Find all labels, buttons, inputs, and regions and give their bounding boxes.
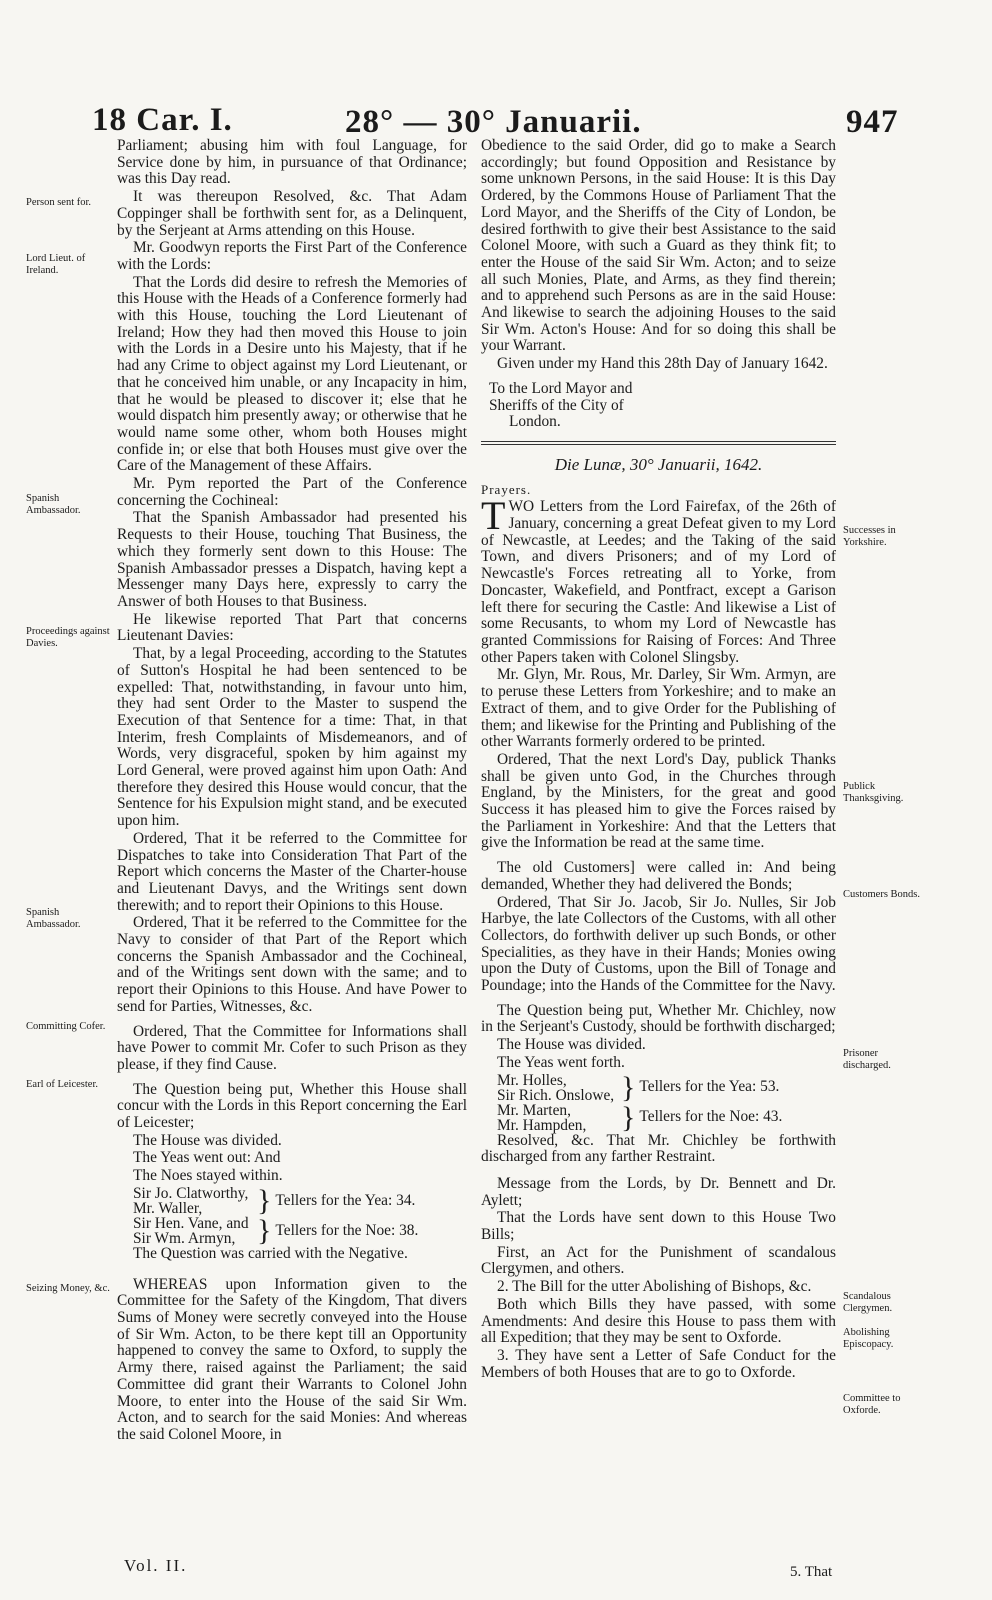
day-heading: Die Lunæ, 30° Januarii, 1642.	[554, 454, 763, 474]
paragraph: That the Lords did desire to refresh the Memories of this House with the Heads of a Conference formerly had with this House, touching the Lord Lieutenant of Ireland; How they had then moved this House to join with the Lords in a Desire unto his Majesty, that if he had any Crime to object against my Lord Lieutenant, or that he conceived him unable, or any Incapacity in him, that he would be pleased to discover it; else that he would dispatch him presently away; or otherwise that he would name some other, whom both Houses might confide in; or else that both Houses must give over the Care of the Management of these Affairs.	[117, 273, 467, 475]
address-line: To the Lord Mayor and	[489, 379, 633, 397]
teller-name: Mr. Marten,	[497, 1101, 571, 1119]
paragraph: Parliament; abusing him with foul Language, for Service done by him, in pursuance of that Ordinance; was this Day read.	[117, 137, 467, 188]
paragraph: That the Lords have sent down to this House Two Bills;	[481, 1209, 836, 1244]
paragraph: Mr. Glyn, Mr. Rous, Mr. Darley, Sir Wm. Armyn, are to peruse these Letters from Yorkeshire; and to make an Extract of them, and to give Order for the Publishing of them; and likewise for the Printing and Publishing of the other Warrants formerly ordered to be printed.	[481, 666, 836, 751]
margin-note: Person sent for.	[26, 197, 92, 208]
paragraph: The House was divided.	[133, 1131, 282, 1149]
paragraph: The Noes stayed within.	[133, 1167, 283, 1185]
tellers-noe	[133, 1213, 467, 1247]
left-column	[117, 138, 467, 1445]
paragraph: Ordered, That it be referred to the Committee for the Navy to consider of that Part of the Report which concerns the Spanish Ambassador and the Cochineal, and of the Writings sent down with the same; and to report their Opinions to this House. And have Power to send for Parties, Witnesses, &c.	[117, 914, 467, 1015]
paragraph	[481, 493, 836, 666]
page-number: 947	[846, 104, 899, 140]
paragraph: Resolved, &c. That Mr. Chichley be forthwith discharged from any farther Restraint.	[481, 1131, 836, 1166]
paragraph: The Yeas went out: And	[133, 1149, 281, 1167]
margin-note: Abolishing Episcopacy.	[843, 1327, 894, 1350]
paragraph: WHEREAS upon Information given to the Committee for the Safety of the Kingdom, That divers Sums of Money were secretly conveyed into the House of Sir Wm. Acton, to be there kept till an Opportunity happened to convey the same to Oxford, to supply the Army there, raised against the Parliament; the said Committee did grant their Warrants to Colonel John Moore, to enter into the House of the said Sir Wm. Acton, and to search for the said Monies: And whereas the said Colonel Moore, in	[117, 1275, 467, 1443]
margin-note: Spanish Ambassador.	[26, 907, 81, 930]
paragraph: First, an Act for the Punishment of scandalous Clergymen, and others.	[481, 1243, 836, 1278]
margin-note: Publick Thanksgiving.	[843, 781, 904, 804]
margin-note: Earl of Leicester.	[26, 1079, 99, 1090]
margin-note: Seizing Money, &c.	[26, 1283, 110, 1294]
paragraph: Ordered, That it be referred to the Committee for Dispatches to take into Consideration That Part of the Report which concerns the Master of the Charter-house and Lieutenant Davys, and the Writings sent down therewith; and to report their Opinions to this House.	[117, 829, 467, 914]
paragraph: Message from the Lords, by Dr. Bennett and Dr. Aylett;	[481, 1174, 836, 1209]
running-head-dates: 28° — 30° Januarii.	[345, 104, 642, 140]
teller-name: Sir Hen. Vane, and	[133, 1214, 249, 1232]
teller-name: Sir Jo. Clatworthy,	[133, 1184, 249, 1202]
volume-signature: Vol. II.	[124, 1556, 188, 1575]
paragraph: 2. The Bill for the utter Abolishing of Bishops, &c.	[497, 1278, 812, 1296]
paragraph: The Question being put, Whether Mr. Chichley, now in the Serjeant's Custody, should be forthwith discharged;	[481, 1001, 836, 1036]
teller-name: Mr. Hampden,	[497, 1116, 587, 1134]
running-head-regnal-year: 18 Car. I.	[92, 102, 233, 138]
paragraph: Ordered, That the next Lord's Day, publick Thanks shall be given unto God, in the Churches through England, by the Ministers, for the great and good Success it has pleased him to give the Forces raised by the Parliament in Yorkeshire: And that the Letters that give the Information be read at the same time.	[481, 750, 836, 852]
brace-glyph: }	[621, 1100, 636, 1134]
margin-note: Customers Bonds.	[843, 889, 921, 900]
brace-glyph: }	[257, 1183, 272, 1217]
paragraph: The Yeas went forth.	[497, 1053, 625, 1071]
paragraph: Mr. Pym reported the Part of the Conference concerning the Cochineal:	[117, 475, 467, 509]
margin-note: Spanish Ambassador.	[26, 493, 81, 516]
tellers-noe	[497, 1100, 836, 1134]
paragraph: The old Customers] were called in: And being demanded, Whether they had delivered the Bonds;	[481, 859, 836, 893]
paragraph: Mr. Goodwyn reports the First Part of the Conference with the Lords:	[117, 239, 467, 273]
margin-note: Lord Lieut. of Ireland.	[26, 253, 86, 276]
paragraph: He likewise reported That Part that concerns Lieutenant Davies:	[117, 610, 467, 645]
margin-note: Scandalous Clergymen.	[843, 1291, 893, 1314]
tellers-count: Tellers for the Yea: 34.	[275, 1191, 416, 1209]
margin-note: Committing Cofer.	[26, 1021, 106, 1032]
paragraph: Both which Bills they have passed, with some Amendments: And desire this House to pass them with all Expedition; that they may be sent to Oxforde.	[481, 1295, 836, 1347]
tellers-count: Tellers for the Yea: 53.	[639, 1078, 780, 1096]
margin-note: Proceedings against Davies.	[26, 626, 110, 649]
page-header	[0, 92, 992, 142]
margin-note: Successes in Yorkshire.	[843, 525, 896, 548]
paragraph: Ordered, That Sir Jo. Jacob, Sir Jo. Nulles, Sir Job Harbye, the late Collectors of the Customs, with all other Collectors, do forthwith deliver up such Bonds, or other Specialities, as they have in their Hands; Monies owing upon the Duty of Customs, upon the Bill of Tonage and Poundage; into the Hands of the Committee for the Navy.	[481, 893, 836, 995]
right-column	[481, 138, 836, 1382]
tellers-yea	[497, 1070, 836, 1104]
paragraph: That the Spanish Ambassador had presented his Requests to their House, touching That Business, the which they formerly sent down to this House: The Spanish Ambassador presses a Dispatch, having kept a Messenger many Days here, expressly to carry the Answer of both Houses to that Business.	[117, 509, 467, 610]
margin-note: Prisoner discharged.	[843, 1048, 891, 1071]
prayers-heading: Prayers.	[481, 481, 532, 497]
address-line: London.	[509, 413, 561, 431]
paragraph: Ordered, That the Committee for Informations shall have Power to commit Mr. Cofer to such Prison as they please, if they find Cause.	[117, 1022, 467, 1073]
address-line: Sheriffs of the City of	[489, 396, 624, 414]
tellers-count: Tellers for the Noe: 43.	[639, 1108, 783, 1126]
tellers-yea	[133, 1183, 467, 1217]
section-rule	[481, 441, 836, 445]
catchword: 5. That	[790, 1564, 833, 1580]
paragraph: That, by a legal Proceeding, according to the Statutes of Sutton's Hospital he had been sentenced to be expelled: That, notwithstanding, in favour unto him, they had sent Order to the Master to suspend the Execution of that Sentence for a time: That, in that Interim, fresh Complaints of Misdemeanors, and of Words, very disgraceful, spoken by him against my Lord General, were proved against him upon Oath: And therefore they desired this House would concur, that the Sentence for his Expulsion might stand, and be executed upon him.	[117, 645, 467, 830]
tellers-count: Tellers for the Noe: 38.	[275, 1221, 419, 1239]
margin-note: Committee to Oxforde.	[843, 1393, 901, 1416]
paragraph: The Question being put, Whether this House shall concur with the Lords in this Report concerning the Earl of Leicester;	[117, 1080, 467, 1132]
paragraph: 3. They have sent a Letter of Safe Conduct for the Members of both Houses that are to go to Oxforde.	[481, 1347, 836, 1381]
teller-name: Mr. Holles,	[497, 1071, 567, 1089]
paragraph: Obedience to the said Order, did go to make a Search accordingly; but found Opposition and Resistance by some unknown Persons, in the said House: It is this Day Ordered, by the Commons House of Parliament That the Lord Mayor, and the Sheriffs of the City of London, be desired forthwith to give their best Assistance to the said Colonel Moore, with such a Guard as they think fit; to enter the House of the said Sir Wm. Acton; and to seize all such Monies, Plate, and Arms, as they find therein; and to apprehend such Persons as are in the said House: And likewise to search the adjoining Houses to the said Sir Wm. Acton's House: And for so doing this shall be your Warrant.	[481, 137, 836, 355]
paragraph: Given under my Hand this 28th Day of January 1642.	[497, 355, 828, 373]
teller-name: Mr. Waller,	[133, 1199, 203, 1217]
brace-glyph: }	[621, 1070, 636, 1104]
paragraph: The House was divided.	[497, 1036, 646, 1054]
brace-glyph: }	[257, 1213, 272, 1247]
paragraph: It was thereupon Resolved, &c. That Adam Coppinger shall be forthwith sent for, as a Delinquent, by the Serjeant at Arms attending on this House.	[117, 188, 467, 239]
teller-name: Sir Rich. Onslowe,	[497, 1086, 615, 1104]
drop-cap: T	[481, 493, 506, 539]
paragraph-text: WO Letters from the Lord Fairefax, of the 26th of January, concerning a great Defeat given to my Lord of Newcastle, at Leedes; and the Taking of the said Town, and divers Prisoners; and of my Lord of Newcastle's Forces retreating all to Yorke, from Doncaster, Wakefield, and Pontfract, except a Garison left there for securing the Castle: And likewise a List of some Recusants, to whom my Lord of Newcastle has granted Commissions for Raising of Forces: And Three other Papers taken with Colonel Slingsby.	[481, 498, 836, 666]
paragraph: The Question was carried with the Negative.	[133, 1244, 408, 1262]
teller-name: Sir Wm. Armyn,	[133, 1229, 236, 1247]
